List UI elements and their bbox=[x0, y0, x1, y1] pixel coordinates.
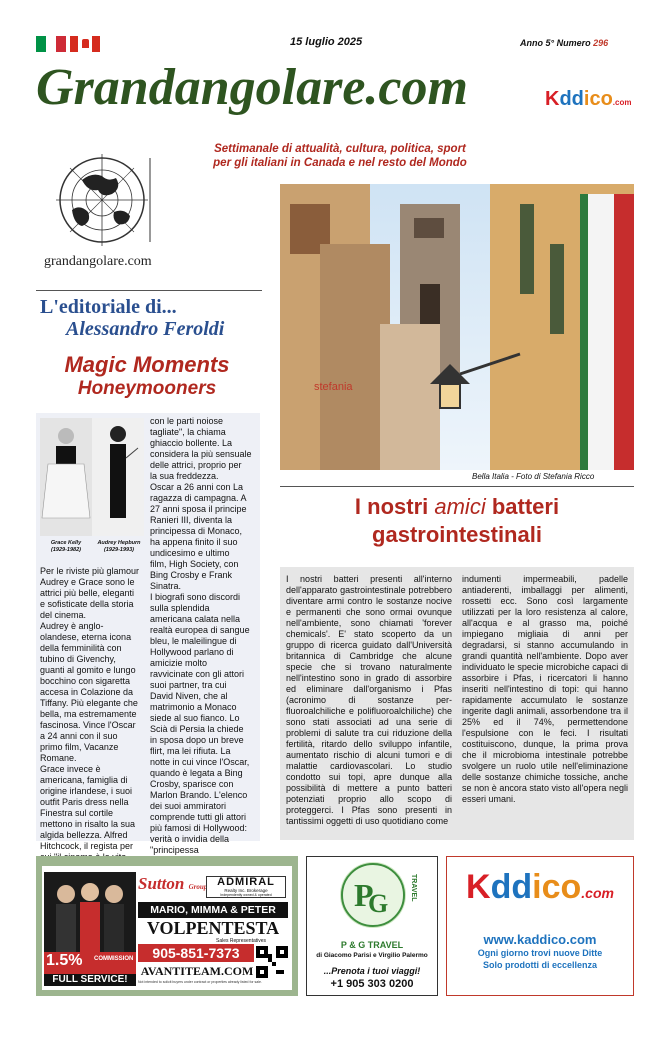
text-line: Tiffany. Più elegante che bbox=[40, 698, 138, 708]
divider bbox=[36, 290, 262, 291]
text-line: algida bellezza. Alfred bbox=[40, 830, 128, 840]
text-line: della femminilità con bbox=[40, 643, 122, 653]
editorial-title[interactable]: Magic Moments bbox=[64, 352, 230, 377]
caption-grace: Grace Kelly (1929-1982) bbox=[50, 540, 82, 553]
text-line: 27 anni sposa il principe bbox=[150, 504, 247, 514]
masthead[interactable]: Grandangolare.com bbox=[36, 59, 468, 116]
text-line: undicesimo e ultimo bbox=[150, 548, 230, 558]
text-line: siede al suo fianco. Lo bbox=[150, 713, 240, 723]
text-line: Hollywood parlano di bbox=[150, 647, 234, 657]
article-right-column: indumenti impermeabili, padelle antiaderenti, imballaggi per alimenti, rossetti ecc. Sono così largamente utilizzati per la loro resistenza al calore, all'acqua e al grasso ma, poiché impiegano migliaia di anni per degradarsi, si stanno accumulando in grandi quantità nell'ambiente. Dopo aver individuato le specie microbiche capaci di assorbire i Pfas, i ricercatori li hanno inseriti nell'intestino di topi: qui hanno rapidamente accumulato le sostanze ingerite dagli animali, assorbendone tra il 25% ed il 74%, permettendone l'espulsione con le feci. I risultati costituiscono, dunque, la prima prova che il microbioma intestinale potrebbe svolgere un ruolo utile nell'eliminazione delle sostanze chimiche tossiche, anche se non è ancora stato visto all'opera negli esseri umani. bbox=[462, 574, 628, 804]
text-line: bocchino con sigaretta bbox=[40, 676, 131, 686]
text-line: con le parti noiose bbox=[150, 416, 224, 426]
realty-disclaimer: Not intended to solicit buyers under contract or properties already listed for sale. bbox=[138, 980, 262, 984]
text-line: Grace invece è bbox=[40, 764, 101, 774]
divider bbox=[280, 486, 634, 487]
pg-travel-logo-icon bbox=[340, 862, 406, 928]
text-line: a 24 anni con il suo bbox=[40, 731, 118, 741]
text-line: Crosby, sparisce con bbox=[150, 779, 234, 789]
svg-text:G: G bbox=[368, 889, 389, 918]
text-line: Bing Crosby e Frank bbox=[150, 570, 233, 580]
text-line: principessa di Monaco, bbox=[150, 526, 243, 536]
article-title-line-2[interactable]: gastrointestinali bbox=[372, 522, 542, 547]
grace-kelly-photo bbox=[40, 418, 92, 536]
text-line: attrici più belle, eleganti bbox=[40, 588, 135, 598]
agent-surname: VOLPENTESTA bbox=[146, 918, 280, 938]
editorial-author: Alessandro Feroldi bbox=[66, 318, 225, 340]
text-line: in sposa dopo un breve bbox=[150, 735, 244, 745]
globe-logo-icon bbox=[52, 150, 202, 250]
text-line: verità o invidia della bbox=[150, 834, 230, 844]
kaddico-logo: Kddico.com bbox=[466, 868, 614, 906]
text-line: notte in cui vince l'Oscar, bbox=[150, 757, 250, 767]
realty-phone[interactable]: 905-851-7373 bbox=[138, 944, 254, 962]
text-line: americana calata nella bbox=[150, 614, 241, 624]
text-line: ha appena finito il suo bbox=[150, 537, 238, 547]
kaddico-line-1: Ogni giorno trovi nuove Ditte bbox=[477, 948, 603, 958]
text-line: ghiaccio bollente. La bbox=[150, 438, 233, 448]
audrey-hepburn-photo bbox=[92, 418, 144, 536]
article-title[interactable]: I nostri amici batteri bbox=[354, 494, 560, 519]
agents-photo bbox=[44, 872, 136, 952]
text-line: più famosi di Hollywood: bbox=[150, 823, 248, 833]
text-line: primo film, Vacanze bbox=[40, 742, 119, 752]
text-line: Audrey e Grace sono le bbox=[40, 577, 135, 587]
text-line: flirt, ma lei rifiuta. La bbox=[150, 746, 231, 756]
photo-watermark: stefania bbox=[314, 381, 353, 393]
text-line: I biografi sono discordi bbox=[150, 592, 241, 602]
text-line: Romane. bbox=[40, 753, 77, 763]
text-line: Ranieri III, diventa la bbox=[150, 515, 233, 525]
canada-flag-icon bbox=[70, 36, 100, 52]
text-line: amicizie molto bbox=[150, 658, 208, 668]
issue-number: Anno 5° Numero 296 bbox=[520, 38, 609, 48]
logo-wordmark: grandangolare.com bbox=[44, 254, 152, 269]
editorial-subtitle[interactable]: Honeymooners bbox=[77, 378, 217, 399]
text-line: comprende tutti gli attori bbox=[150, 812, 247, 822]
text-line: bleu, le maleilingue di bbox=[150, 636, 237, 646]
caption-audrey: Audrey Hepburn (1929-1993) bbox=[97, 540, 141, 553]
text-line: outfit Paris dress nella bbox=[40, 797, 129, 807]
travel-phone[interactable]: +1 905 303 0200 bbox=[330, 978, 414, 990]
text-line: accesa in Colazione da bbox=[40, 687, 134, 697]
text-line: del cinema. bbox=[40, 610, 87, 620]
text-line: americana, famiglia di bbox=[40, 775, 128, 785]
text-line: fascinosa. Vince l'Oscar bbox=[40, 720, 136, 730]
kaddico-url[interactable]: www.kaddico.com bbox=[483, 932, 597, 947]
text-line: Marlon Brando. L'elenco bbox=[150, 790, 248, 800]
text-line: quando è legata a Bing bbox=[150, 768, 243, 778]
text-line: tubino di Givenchy, bbox=[40, 654, 116, 664]
text-line: Per le riviste più glamour bbox=[40, 566, 140, 576]
kaddico-line-2: Solo prodotti di eccellenza bbox=[482, 960, 598, 970]
text-line: Audrey è anglo- bbox=[40, 621, 104, 631]
text-line: la sua freddezza. bbox=[150, 471, 219, 481]
italy-flag-icon bbox=[36, 36, 66, 52]
text-line: Sinatra. bbox=[150, 581, 182, 591]
admiral-logo: ADMIRAL Realty Inc. Brokerage Independently owned & operated bbox=[206, 876, 286, 898]
bella-italia-photo bbox=[280, 184, 634, 470]
text-line: guanti al gomito e lungo bbox=[40, 665, 136, 675]
photo-credit: Bella Italia - Foto di Stefania Ricco bbox=[472, 472, 595, 481]
editorial-heading: L'editoriale di... bbox=[40, 296, 177, 318]
tagline: Settimanale di attualità, cultura, politica, sport per gli italiani in Canada e nel resto del Mondo bbox=[213, 143, 467, 169]
text-line: e sofisticate della storia bbox=[40, 599, 134, 609]
text-line: mettono in risalto la sua bbox=[40, 819, 136, 829]
article-left-column: I nostri batteri presenti all'interno dell'apparato gastrointestinale potrebbero diventare armi contro le sostanze nocive e permanenti che sono ormai ovunque nell'ambiente, sono chiamati 'forever chemicals'. E' stato scoperto da un gruppo di ricerca guidato dall'Università britannica di Cambridge che alcune specie che si trovano naturalmente nell'intestino sono in grado di assorbire ed eliminare dall'organismo i Pfas (acronimo di sostanze per-fluoroalchiliche e polifluoroalchiliche) che sono stati associati ad una serie di problemi di salute tra cui riduzione della fertilità, ritardo dello sviluppo infantile, aumentato rischio di alcuni tumori e di malattie cardiovascolari. Lo studio condotto sui topi, apre dunque alla possibilità di mettere a punto batteri potenziati proprio allo scopo di proteggerci. I Pfas sono presenti in tantissimi oggetti di uso quotidiano come bbox=[286, 574, 452, 826]
text-line: Oscar a 26 anni con La bbox=[150, 482, 244, 492]
text-line: Scià di Persia la chiede bbox=[150, 724, 244, 734]
text-line: David Niven, che al bbox=[150, 691, 228, 701]
kaddico-sponsor-logo[interactable]: Kddico.com bbox=[545, 88, 632, 110]
text-line: bella, ma estremamente bbox=[40, 709, 137, 719]
text-line: ravvicinate con gli attori bbox=[150, 669, 245, 679]
agent-names: MARIO, MIMMA & PETER bbox=[138, 902, 288, 918]
text-line: ragazza di campagna. A bbox=[150, 493, 247, 503]
realty-website[interactable]: AVANTITEAM.COM bbox=[140, 964, 254, 978]
text-line: delle attrici, proprio per bbox=[150, 460, 242, 470]
editorial-right-column bbox=[150, 416, 258, 867]
travel-logo-word: TRAVEL bbox=[410, 874, 417, 902]
travel-name: P & G TRAVEL bbox=[340, 940, 404, 950]
text-line: matrimonio a Monaco bbox=[150, 702, 237, 712]
text-line: realtà europea di sangue bbox=[150, 625, 250, 635]
text-line: tagliate", la chiama bbox=[150, 427, 226, 437]
text-line: "principessa bbox=[150, 845, 199, 855]
svg-text:P: P bbox=[354, 877, 374, 913]
travel-slogan: ...Prenota i tuoi viaggi! bbox=[323, 966, 421, 976]
text-line: Hitchcock, il regista per bbox=[40, 841, 134, 851]
editorial-left-column bbox=[40, 566, 148, 863]
text-line: considera la più sensuale bbox=[150, 449, 252, 459]
text-line: olandese, eterna icona bbox=[40, 632, 132, 642]
issue-date: 15 luglio 2025 bbox=[290, 36, 363, 48]
qr-code-icon[interactable] bbox=[256, 946, 288, 978]
agent-role: Sales Representatives bbox=[216, 938, 267, 944]
text-line: sulla splendida bbox=[150, 603, 210, 613]
commission-badge: 1.5% COMMISSION bbox=[44, 952, 136, 974]
text-line: Finestra sul cortile bbox=[40, 808, 114, 818]
sutton-logo: Sutton Group bbox=[138, 874, 208, 893]
full-service-label: FULL SERVICE! bbox=[44, 974, 136, 986]
text-line: film, High Society, con bbox=[150, 559, 239, 569]
text-line: suoi partner, tra cui bbox=[150, 680, 227, 690]
text-line: dei suoi ammiratori bbox=[150, 801, 227, 811]
text-line: origine irlandese, i suoi bbox=[40, 786, 133, 796]
travel-owners: di Giacomo Parisi e Virgilio Palermo bbox=[316, 952, 428, 959]
